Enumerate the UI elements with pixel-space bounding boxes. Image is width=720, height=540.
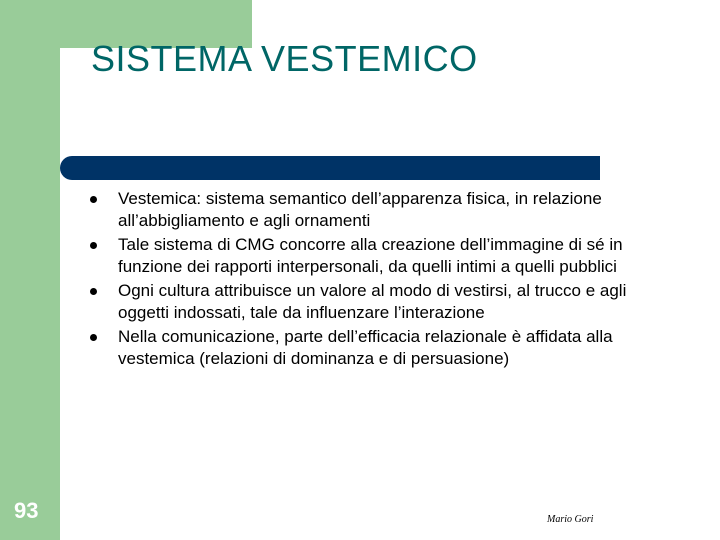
bullet-dot-icon — [90, 196, 97, 203]
bullet-text: Vestemica: sistema semantico dell’apparenza fisica, in relazione all’abbigliamento e agli ornamenti — [118, 189, 602, 230]
page-number: 93 — [14, 498, 39, 523]
bullet-item — [86, 188, 676, 232]
author-signature: Mario Gori — [547, 514, 594, 525]
bullet-text: Ogni cultura attribuisce un valore al modo di vestirsi, al trucco e agli oggetti indossati, tale da influenzare l’interazione — [118, 281, 627, 322]
bullet-list — [86, 188, 676, 372]
bullet-item — [86, 326, 676, 370]
left-green-band — [0, 0, 60, 540]
bullet-item — [86, 234, 676, 278]
bullet-text: Tale sistema di CMG concorre alla creazione dell’immagine di sé in funzione dei rapporti interpersonali, da quelli intimi a quelli pubblici — [118, 235, 623, 276]
slide-title: SISTEMA VESTEMICO — [91, 38, 478, 79]
bullet-dot-icon — [90, 242, 97, 249]
title-divider-bar — [60, 156, 600, 180]
bullet-text: Nella comunicazione, parte dell’efficacia relazionale è affidata alla vestemica (relazioni di dominanza e di persuasione) — [118, 327, 613, 368]
bullet-dot-icon — [90, 334, 97, 341]
bullet-item — [86, 280, 676, 324]
bullet-dot-icon — [90, 288, 97, 295]
